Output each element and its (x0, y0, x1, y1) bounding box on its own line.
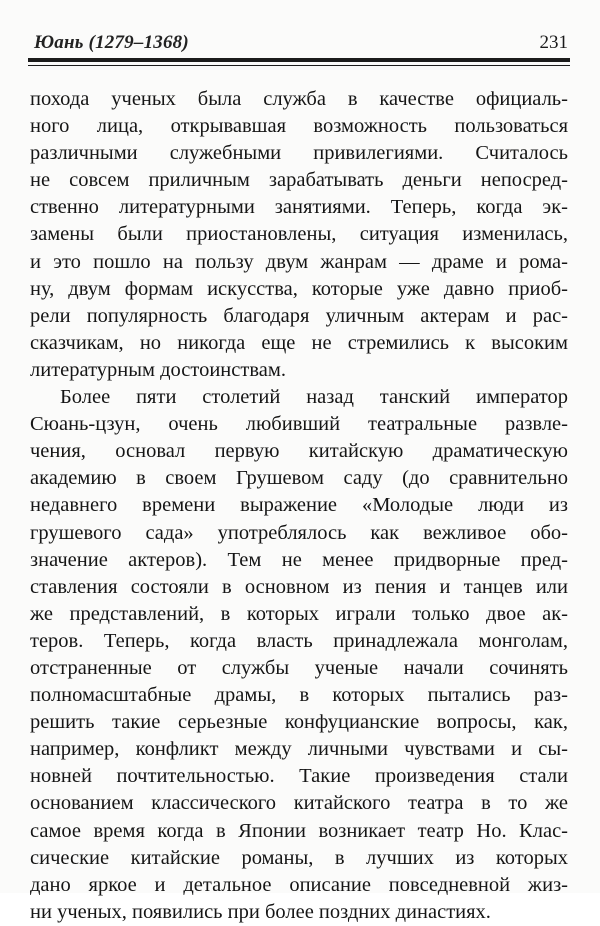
text-line: рели популярность благодаря уличным актерам и рас- (30, 304, 568, 327)
text-line: замены были приостановлены, ситуация изменилась, (30, 223, 568, 246)
text-line: и это пошло на пользу двум жанрам — драме и рома- (30, 250, 568, 273)
text-line: же представлений, в которых играли только двое ак- (30, 602, 568, 625)
text-line: академию в своем Грушевом саду (до сравнительно (30, 467, 568, 490)
paragraph-1 (30, 86, 568, 384)
text-line: решить такие серьезные конфуцианские вопросы, как, (30, 711, 568, 734)
text-line: похода ученых была служба в качестве официаль- (30, 88, 568, 110)
text-line: чения, основал первую китайскую драматическую (30, 440, 568, 463)
text-line: основанием классического китайского театра в то же (30, 792, 568, 815)
text-line: отстраненные от службы ученые начали сочинять (30, 656, 568, 679)
running-title: Юань (1279–1368) (34, 32, 189, 53)
text-line: Сюань-цзун, очень любивший театральные развле- (30, 413, 568, 436)
text-line: литературным достоинствам. (30, 358, 286, 381)
page-header (28, 30, 568, 58)
text-line: теров. Теперь, когда власть принадлежала монголам, (30, 629, 568, 652)
text-line: новней почтительностью. Такие произведения стали (30, 765, 568, 788)
text-line: не совсем приличным зарабатывать деньги непосред- (30, 169, 568, 192)
header-rule-thin (28, 65, 570, 66)
text-line: недавнего времени выражение «Молодые люди из (30, 494, 568, 517)
text-line: ного лица, открывавшая возможность пользоваться (30, 115, 568, 138)
page-number: 231 (539, 32, 568, 53)
text-line: ну, двум формам искусства, которые уже давно приоб- (30, 277, 568, 300)
body-text (30, 86, 568, 926)
text-line: сказчикам, но никогда еще не стремились к высоким (30, 331, 568, 354)
text-line: различными служебными привилегиями. Считалось (30, 142, 568, 165)
text-line: дано яркое и детальное описание повседневной жиз- (30, 873, 568, 896)
text-line: ставления состояли в основном из пения и танцев или (30, 575, 568, 598)
text-line: полномасштабные драмы, в которых пытались раз- (30, 684, 568, 707)
text-line: ственно литературными занятиями. Теперь, когда эк- (30, 196, 568, 219)
text-line: значение актеров). Тем не менее придворные пред- (30, 548, 568, 571)
text-line: например, конфликт между личными чувствами и сы- (30, 738, 568, 761)
text-line: грушевого сада» употреблялось как вежливое обо- (30, 521, 568, 544)
header-rule-thick (28, 58, 570, 62)
text-line: ни ученых, появились при более поздних династиях. (30, 900, 491, 923)
text-line: Более пяти столетий назад танский император (60, 386, 568, 409)
text-line: самое время когда в Японии возникает театр Но. Клас- (30, 819, 568, 842)
paragraph-2 (30, 384, 568, 926)
text-line: сические китайские романы, в лучших из которых (30, 846, 568, 869)
